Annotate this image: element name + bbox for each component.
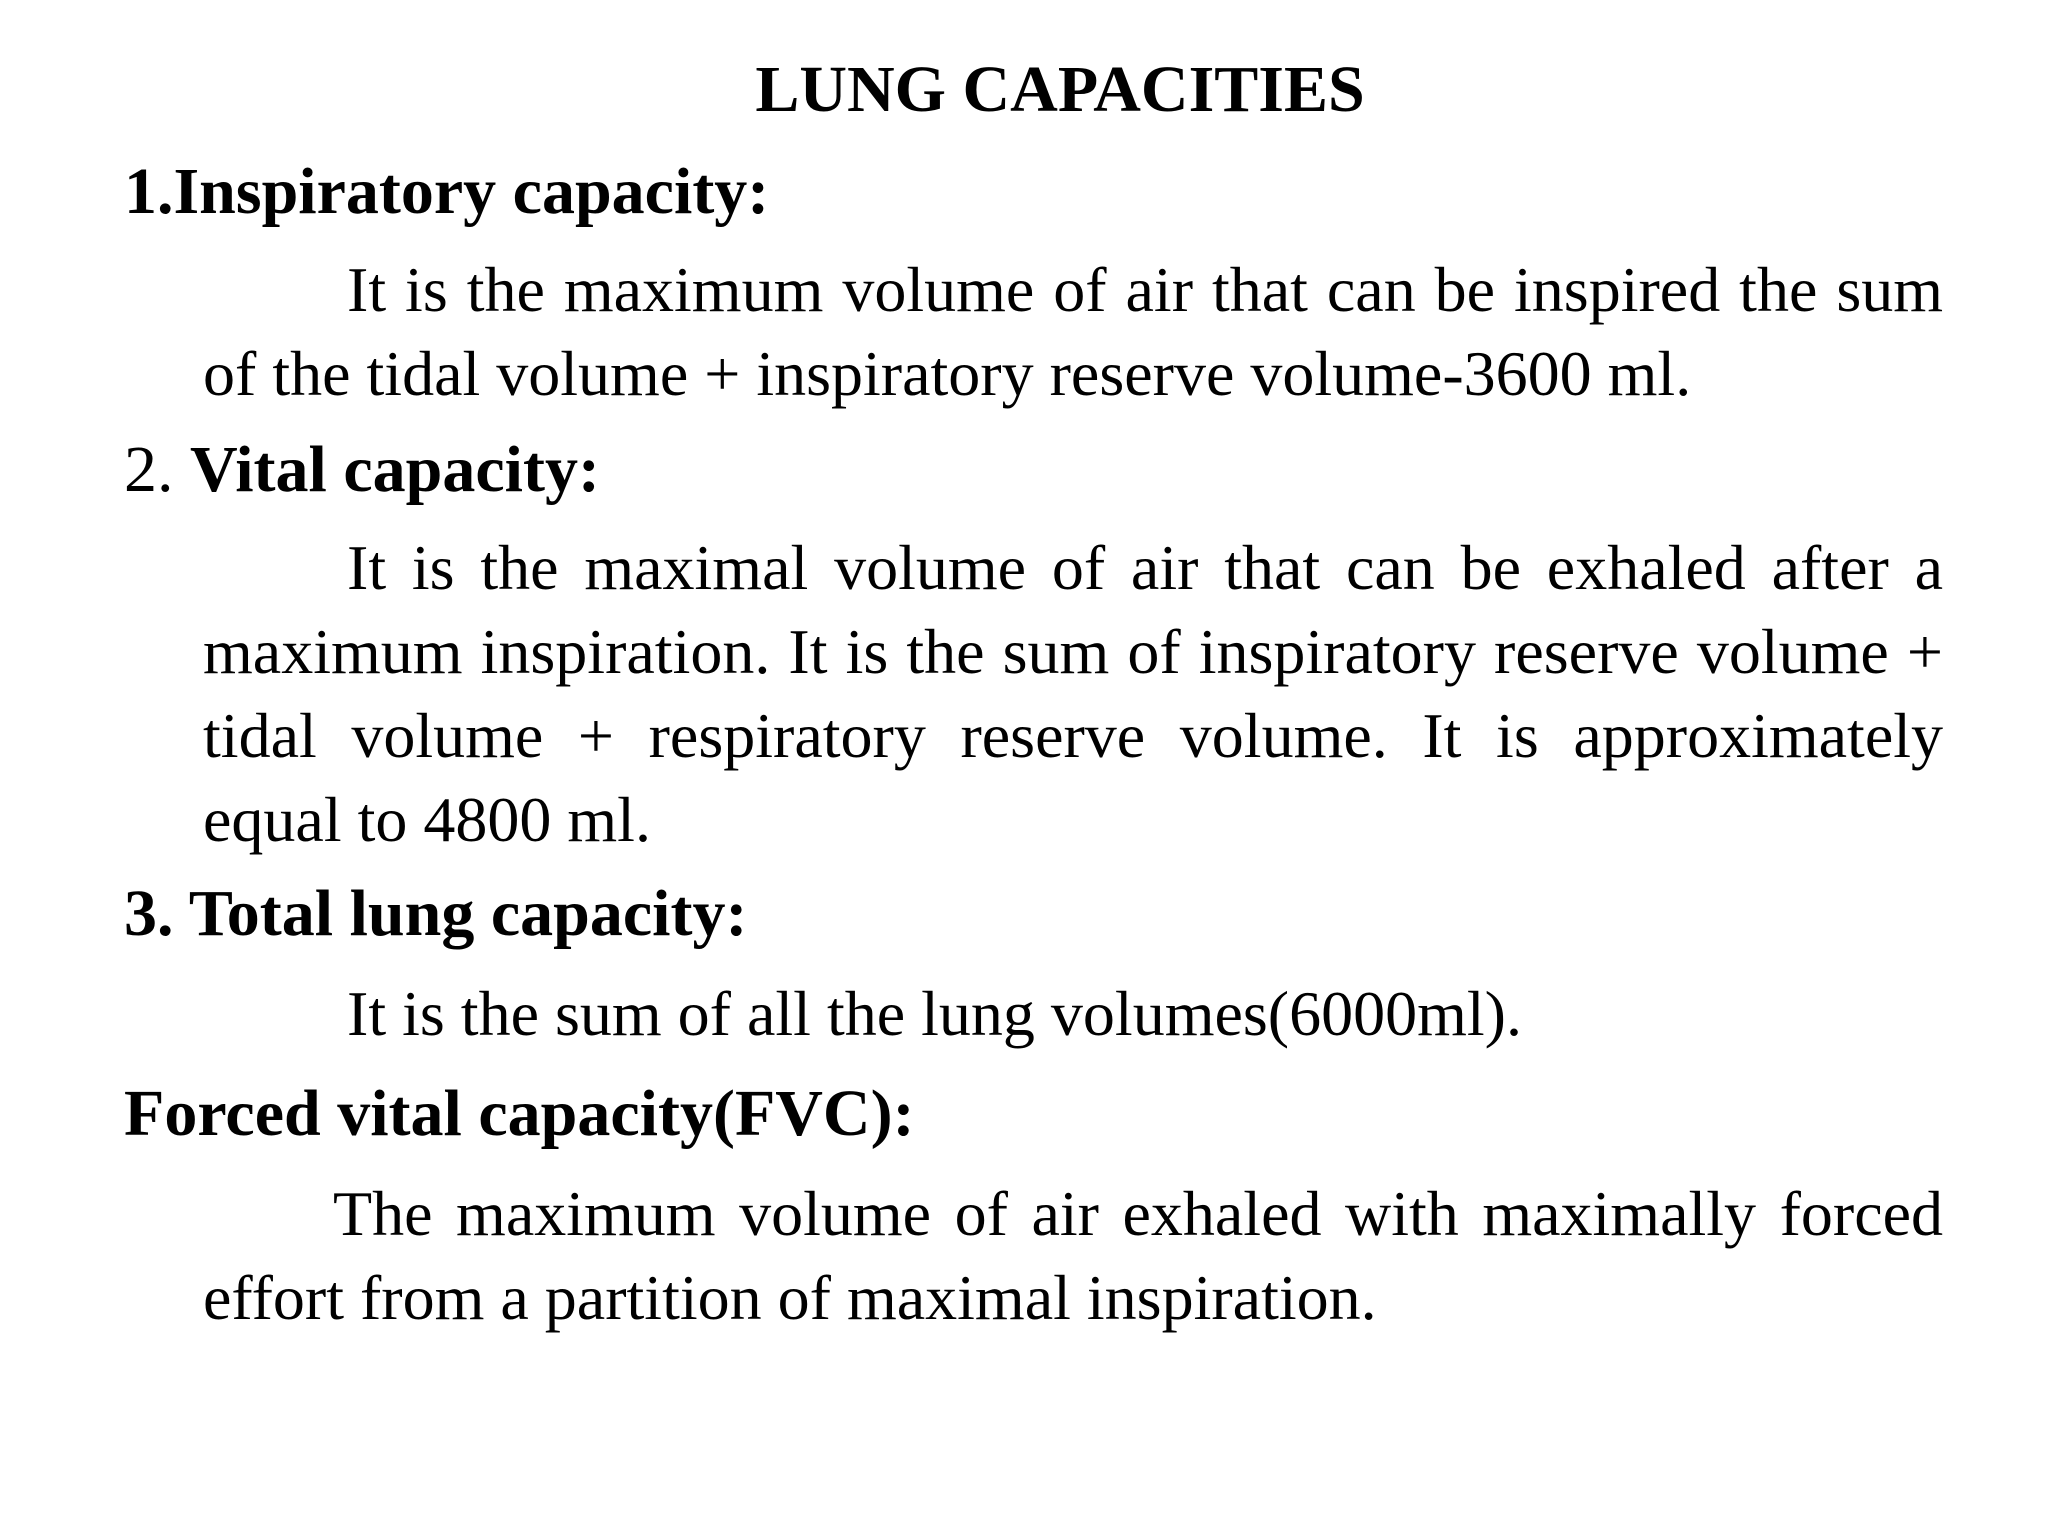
section-heading-vital-capacity xyxy=(124,430,600,510)
section-number: 3. xyxy=(124,877,189,950)
section-heading-text: Forced vital capacity(FVC): xyxy=(124,1077,915,1150)
section-number: 2. xyxy=(124,433,190,506)
section-heading-forced-vital-capacity xyxy=(124,1074,915,1154)
section-heading-text: Vital capacity: xyxy=(190,433,600,506)
section-heading-total-lung-capacity xyxy=(124,874,747,954)
section-body-vital-capacity: It is the maximal volume of air that can be exhaled after a maximum inspiration. It is the sum of inspiratory reserve volume + tidal volume + respiratory reserve volume. It is approximately equal to 4800 ml. xyxy=(203,532,1943,855)
section-body-forced-vital-capacity: The maximum volume of air exhaled with maximally forced effort from a partition of maximal inspiration. xyxy=(203,1178,1943,1333)
page-title: LUNG CAPACITIES xyxy=(755,53,1365,126)
section-number: 1. xyxy=(124,155,174,228)
section-heading-text: Inspiratory capacity: xyxy=(173,155,770,228)
section-heading-inspiratory-capacity xyxy=(124,152,769,232)
section-body-total-lung-capacity: It is the sum of all the lung volumes(6000ml). xyxy=(347,978,1522,1049)
section-body-inspiratory-capacity: It is the maximum volume of air that can be inspired the sum of the tidal volume + inspiratory reserve volume-3600 ml. xyxy=(203,254,1943,409)
section-heading-text: Total lung capacity: xyxy=(188,877,748,950)
